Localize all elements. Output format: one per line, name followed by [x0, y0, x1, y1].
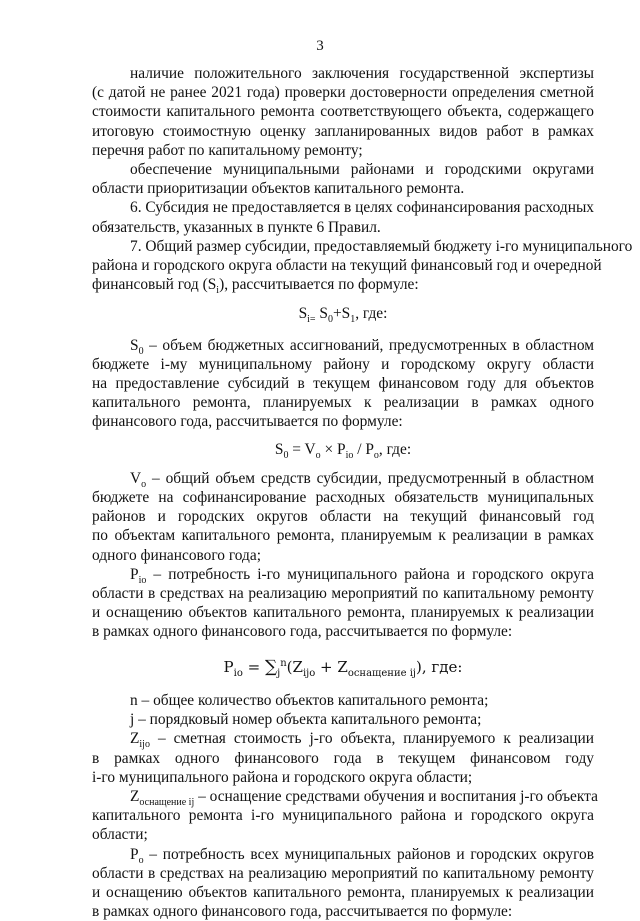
text-line: итоговую стоимостную оценку запланированных видов работ в рамках [92, 122, 594, 140]
text-line: стоимости капитального ремонта соответствующего объекта, содержащего [92, 103, 594, 121]
text-run: = V [288, 440, 316, 458]
text-run: S [298, 305, 308, 323]
subscript: o [373, 449, 379, 461]
text-run: × P [320, 440, 346, 458]
text-line: области в средствах на реализацию мероприятий по капитальному ремонту [92, 585, 594, 603]
text-run: – оснащение средствами обучения и воспитания j-го объекта [194, 787, 598, 805]
text-run: ), рассчитывается по формуле: [219, 276, 419, 294]
text-run: S [130, 336, 139, 354]
text-run: финансовый год (S [92, 276, 217, 294]
text-run: , где: [378, 440, 412, 458]
text-run: = [242, 657, 265, 676]
subscript: 1 [350, 314, 356, 326]
subscript: o [138, 854, 144, 866]
subscript: io [345, 449, 354, 461]
text-line: j – порядковый номер объекта капитального ремонта; [130, 711, 482, 729]
formula [92, 658, 594, 677]
subscript: o [315, 449, 321, 461]
text-line [92, 275, 594, 297]
text-line [92, 845, 594, 864]
text-line: и оснащению объектов капитального ремонта, планируемых к реализации [92, 604, 594, 622]
subscript: io [233, 667, 243, 679]
subscript: i [216, 285, 220, 297]
text-run: / P [353, 440, 374, 458]
subscript: ijo [139, 739, 150, 751]
text-line: по объектам капитального ремонта, планируемым к реализации в рамках [92, 527, 594, 545]
text-line: обязательств, указанных в пункте 6 Правил. [92, 218, 381, 236]
subscript: 0 [138, 345, 144, 357]
text-run: P [130, 845, 139, 863]
text-line: наличие положительного заключения государственной экспертизы [130, 65, 594, 82]
text-line [92, 469, 594, 488]
text-line: n – общее количество объектов капитального ремонта; [130, 691, 489, 709]
subscript: 0 [327, 314, 333, 326]
formula [92, 304, 594, 326]
text-line: (с датой не ранее 2021 года) проверки достоверности определения сметной [92, 84, 594, 102]
text-run: ), где: [416, 657, 463, 676]
subscript: оснащение ij [347, 667, 417, 679]
text-line: 6. Субсидия не предоставляется в целях софинансирования расходных [130, 199, 594, 217]
text-line: капитального ремонта, планируемых к реализации в рамках одного [92, 394, 594, 412]
text-run: – потребность всех муниципальных районов и городских округов [143, 845, 594, 863]
text-run: – общий объем средств субсидии, предусмотренный в областном [146, 469, 594, 487]
text-run: S [315, 305, 328, 323]
superscript: n [280, 657, 287, 669]
text-run: + Z [315, 657, 348, 676]
page-number: 3 [316, 38, 324, 54]
text-line: финансового года, рассчитывается по формуле: [92, 413, 403, 431]
formula [92, 440, 594, 459]
text-line [92, 336, 594, 355]
sum-symbol: ∑ [264, 656, 278, 677]
text-line: области в средствах на реализацию мероприятий по капитальному ремонту [92, 864, 594, 882]
text-run: – потребность i-го муниципального района и городского округа [146, 565, 594, 583]
text-run: – объем бюджетных ассигнований, предусмотренных в областном [143, 336, 594, 354]
subscript: o [141, 478, 147, 490]
text-line [92, 729, 594, 751]
text-run: (Z [286, 657, 303, 676]
text-line: i-го муниципального района и городского округа области; [92, 768, 473, 786]
text-line: области приоритизации объектов капитального ремонта. [92, 180, 465, 198]
text-line: на предоставление субсидий в текущем финансовом году для объектов [92, 375, 594, 393]
subscript: ijo [302, 667, 316, 679]
text-line [92, 787, 598, 808]
text-run: – сметная стоимость j-го объекта, планируемого к реализации [149, 730, 594, 748]
text-line: в рамках одного финансового года, рассчитывается по формуле: [92, 623, 513, 641]
text-run: S [274, 440, 284, 458]
text-run: V [130, 469, 142, 487]
document-body [92, 64, 633, 921]
text-run: Z [130, 730, 140, 748]
text-line: бюджете на софинансирование расходных обязательств муниципальных [92, 489, 594, 507]
text-line: капитального ремонта i-го муниципального района и городского округа [92, 807, 594, 825]
text-line: района и городского округа области на текущий финансовый год и очередной [92, 257, 602, 275]
text-run: +S [332, 305, 351, 323]
text-line: 7. Общий размер субсидии, предоставляемый бюджету i-го муниципального [130, 237, 633, 255]
text-line: в рамках одного финансового года, рассчитывается по формуле: [92, 903, 513, 921]
text-line [92, 565, 594, 584]
subscript: i= [307, 314, 316, 326]
text-line: области; [92, 826, 148, 844]
text-run: , где: [355, 305, 388, 323]
text-line: обеспечение муниципальными районами и городскими округами [130, 161, 594, 179]
text-line: и оснащению объектов капитального ремонта, планируемых к реализации [92, 883, 594, 901]
text-run: Z [130, 787, 140, 805]
text-run: P [223, 657, 234, 676]
subscript: j [277, 667, 281, 679]
text-line: бюджете i-му муниципальному району и городскому округу области [92, 355, 594, 373]
text-line: перечня работ по капитальному ремонту; [92, 141, 363, 159]
text-line: в рамках одного финансового года в текущем финансовом году [92, 749, 594, 767]
text-line: одного финансового года; [92, 546, 261, 564]
subscript: оснащение ij [139, 796, 195, 808]
text-run: P [130, 565, 139, 583]
subscript: 0 [283, 449, 289, 461]
text-line: районов и городских округов области на текущий финансовый год [92, 508, 594, 526]
subscript: io [138, 574, 147, 586]
